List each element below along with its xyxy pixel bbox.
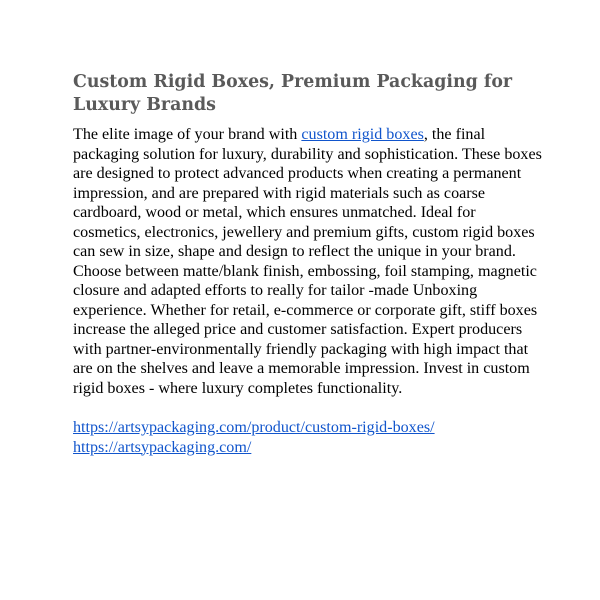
homepage-link[interactable]: https://artsypackaging.com/	[73, 438, 252, 456]
document-page	[73, 71, 543, 457]
article-body	[73, 125, 543, 398]
custom-rigid-boxes-link[interactable]: custom rigid boxes	[301, 126, 424, 143]
article-title: Custom Rigid Boxes, Premium Packaging for Luxury Brands	[73, 72, 513, 115]
product-page-link[interactable]: https://artsypackaging.com/product/custom-rigid-boxes/	[73, 419, 435, 436]
reference-links	[73, 418, 543, 457]
body-text-before-link: The elite image of your brand with	[73, 126, 302, 143]
body-text-after-link: , the final packaging solution for luxury, durability and sophistication. These boxes are designed to protect advanced products when creating a permanent impression, and are prepared with rigid materials such as coarse cardboard, wood or metal, which ensures unmatched. Ideal for cosmetics, electronics, jewellery and premium gifts, custom rigid boxes can sew in size, shape and design to reflect the unique in your brand. Choose between matte/blank finish, embossing, foil stamping, magnetic closure and adapted efforts to really for tailor -made Unboxing experience. Whether for retail, e-commerce or corporate gift, stiff boxes increase the alleged price and customer satisfaction. Expert producers with partner-environmentally friendly packaging with high impact that are on the shelves and leave a memorable impression. Invest in custom rigid boxes - where luxury completes functionality.	[73, 126, 542, 397]
